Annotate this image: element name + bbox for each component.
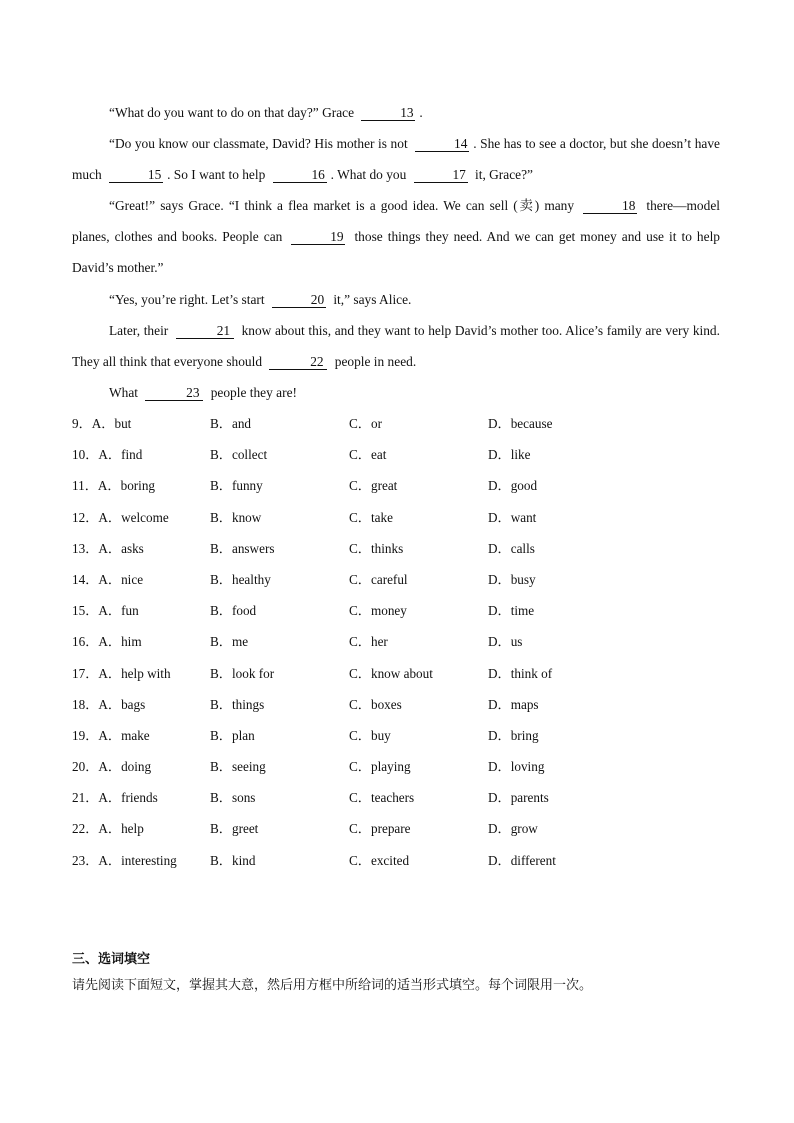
passage-paragraph-4: “Yes, you’re right. Let’s start 20 it,” says Alice. — [109, 292, 412, 307]
option-d: D．time — [488, 603, 535, 619]
option-row-9 — [72, 408, 712, 439]
option-c: C．thinks — [349, 540, 404, 556]
option-row-16 — [72, 626, 712, 657]
option-c: C．her — [349, 634, 388, 650]
option-a: 11．A．boring — [72, 478, 156, 494]
option-row-18 — [72, 689, 712, 720]
option-b: B．me — [210, 634, 249, 650]
option-d: D．because — [488, 416, 553, 431]
option-a: 17．A．help with — [72, 665, 171, 681]
option-b: B．funny — [210, 478, 263, 494]
option-b: B．greet — [210, 821, 259, 837]
option-d: D．like — [488, 447, 531, 463]
option-d: D．think of — [488, 665, 553, 681]
option-b: B．things — [210, 696, 265, 712]
option-c: C．take — [349, 509, 393, 525]
option-b: B．kind — [210, 852, 256, 868]
option-c: C．careful — [349, 571, 408, 587]
option-a: 18．A．bags — [72, 696, 146, 712]
option-c: C．great — [349, 478, 398, 494]
option-row-11 — [72, 470, 712, 501]
passage-paragraph-2: “Do you know our classmate, David? His mother is not 14 . She has to see a doctor, but she doesn’t have much 15 . So I want to help 16 . What do you 17 it, Grace?” — [72, 136, 720, 182]
option-a: 22．A．help — [72, 821, 144, 837]
option-b: B．and — [210, 416, 252, 431]
option-a: 19．A．make — [72, 727, 150, 743]
option-d: D．parents — [488, 790, 549, 806]
option-c: C．know about — [349, 665, 433, 681]
option-a: 13．A．asks — [72, 540, 144, 556]
passage-paragraph-5: Later, their 21 know about this, and they want to help David’s mother too. Alice’s family are very kind. They all think that everyone should 22 people in need. — [72, 323, 720, 369]
option-c: C．teachers — [349, 790, 415, 806]
option-row-17 — [72, 658, 712, 689]
option-a: 10．A．find — [72, 447, 143, 463]
blank-17: 17 — [414, 167, 468, 183]
option-b: B．food — [210, 603, 257, 619]
section-heading: 三、选词填空 — [72, 952, 151, 967]
option-b: B．plan — [210, 727, 255, 743]
option-b: B．healthy — [210, 571, 271, 587]
option-d: D．maps — [488, 696, 539, 712]
option-d: D．grow — [488, 821, 538, 837]
passage-paragraph-6: What 23 people they are! — [109, 385, 297, 400]
option-d: D．different — [488, 852, 556, 868]
option-d: D．busy — [488, 571, 536, 587]
option-c: C．buy — [349, 727, 391, 743]
option-a: 21．A．friends — [72, 790, 158, 806]
option-d: D．calls — [488, 540, 535, 556]
option-a: 23．A．interesting — [72, 852, 177, 868]
blank-21: 21 — [176, 323, 234, 339]
option-b: B．sons — [210, 790, 256, 806]
option-a: 20．A．doing — [72, 759, 152, 775]
option-c: C．or — [349, 416, 382, 431]
option-row-12 — [72, 502, 712, 533]
option-row-14 — [72, 564, 712, 595]
option-d: D．want — [488, 509, 537, 525]
option-row-19 — [72, 720, 712, 751]
option-row-10 — [72, 439, 712, 470]
blank-14: 14 — [415, 136, 469, 152]
option-b: B．seeing — [210, 759, 266, 775]
options-list — [72, 408, 712, 876]
passage-paragraph-3: “Great!” says Grace. “I think a flea market is a good idea. We can sell (卖) many 18 there—model planes, clothes and books. People can 19 those things they need. And we can get money and use it to help David’s mother.” — [72, 198, 720, 275]
option-a: 16．A．him — [72, 634, 142, 650]
option-b: B．answers — [210, 540, 275, 556]
blank-20: 20 — [272, 292, 326, 308]
option-c: C．eat — [349, 447, 387, 463]
option-row-21 — [72, 782, 712, 813]
option-b: B．look for — [210, 665, 275, 681]
option-c: C．money — [349, 603, 407, 619]
option-d: D．loving — [488, 759, 545, 775]
option-row-15 — [72, 595, 712, 626]
option-row-13 — [72, 533, 712, 564]
option-d: D．good — [488, 478, 538, 494]
option-d: D．bring — [488, 727, 539, 743]
passage-paragraph-1: “What do you want to do on that day?” Grace 13 . — [109, 105, 423, 120]
option-row-23 — [72, 845, 712, 876]
option-row-20 — [72, 751, 712, 782]
blank-18: 18 — [583, 198, 637, 214]
option-a: 9．A．but — [72, 416, 132, 431]
blank-16: 16 — [273, 167, 327, 183]
option-c: C．boxes — [349, 696, 402, 712]
option-a: 14．A．nice — [72, 571, 144, 587]
blank-19: 19 — [291, 229, 345, 245]
option-a: 12．A．welcome — [72, 509, 169, 525]
option-c: C．excited — [349, 852, 410, 868]
blank-23: 23 — [145, 385, 203, 401]
blank-22: 22 — [269, 354, 327, 370]
option-c: C．playing — [349, 759, 411, 775]
option-b: B．collect — [210, 447, 268, 463]
blank-13: 13 — [361, 105, 415, 121]
option-c: C．prepare — [349, 821, 411, 837]
blank-15: 15 — [109, 167, 163, 183]
section-instruction: 请先阅读下面短文，掌握其大意，然后用方框中所给词的适当形式填空。每个词限用一次。 — [72, 978, 593, 993]
option-a: 15．A．fun — [72, 603, 139, 619]
option-b: B．know — [210, 509, 262, 525]
option-d: D．us — [488, 634, 523, 650]
option-row-22 — [72, 813, 712, 844]
